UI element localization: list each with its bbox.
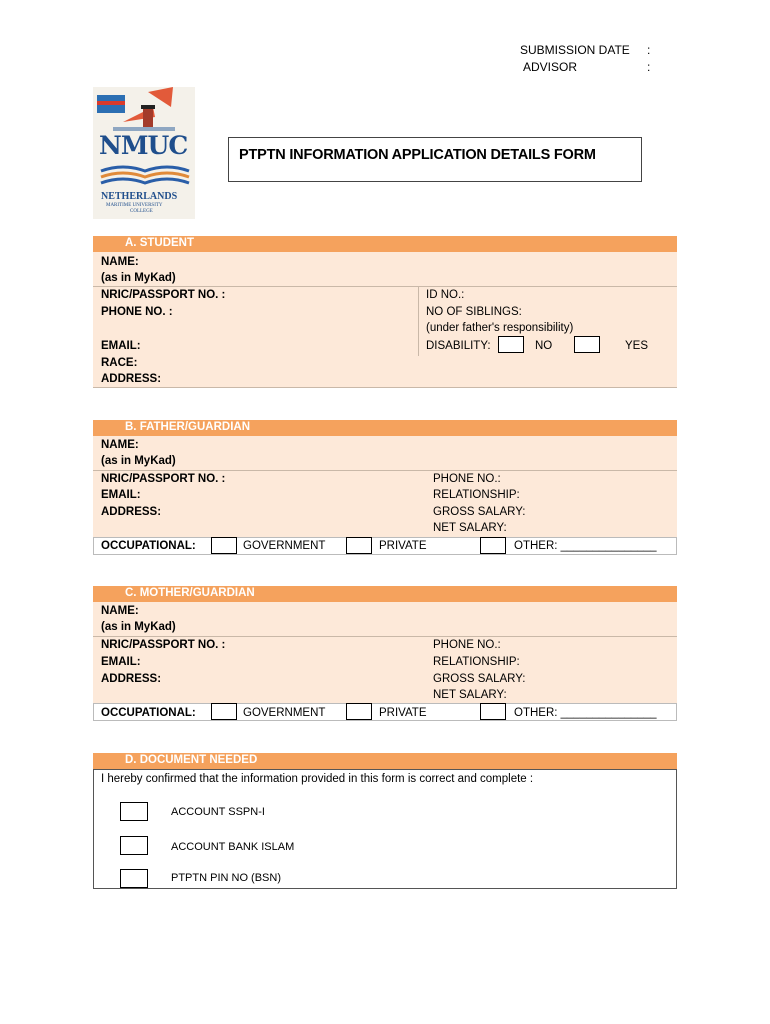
logo-acronym: NMUC [99,131,188,160]
section-d-header [93,753,677,769]
confirmation-statement: I hereby confirmed that the information provided in this form is correct and complete : [101,773,534,785]
student-phone-label: PHONE NO. : [101,306,173,318]
section-a-body [93,252,677,388]
logo-subname: MARITIME UNIVERSITY [106,203,163,208]
doc-sspn-checkbox[interactable] [120,802,148,821]
father-mykad-note: (as in MyKad) [101,455,176,467]
father-government-label: GOVERNMENT [243,540,326,552]
father-private-label: PRIVATE [379,540,427,552]
mother-phone-label: PHONE NO.: [433,639,501,651]
form-title-box [228,137,642,182]
father-net-label: NET SALARY: [433,522,507,534]
student-id-label: ID NO.: [426,289,465,301]
logo-name: NETHERLANDS [101,191,178,202]
logo-subname2: COLLEGE [130,209,153,214]
mother-private-checkbox[interactable] [346,703,372,720]
section-c-header [93,586,677,602]
student-siblings-note: (under father's responsibility) [426,322,574,334]
disability-no-label: NO [535,340,553,352]
doc-ptptn-pin-label: PTPTN PIN NO (BSN) [171,872,282,884]
doc-bank-islam-checkbox[interactable] [120,836,148,855]
father-address-label: ADDRESS: [101,506,162,518]
mother-nric-label: NRIC/PASSPORT NO. : [101,639,226,651]
section-a-column-divider [418,286,419,356]
mother-government-checkbox[interactable] [211,703,237,720]
section-b-heading: B. FATHER/GUARDIAN [125,421,251,433]
disability-no-checkbox[interactable] [498,336,524,353]
father-name-label: NAME: [101,439,139,451]
student-address-label: ADDRESS: [101,373,162,385]
mother-other-label: OTHER: _______________ [514,707,657,719]
student-siblings-label: NO OF SIBLINGS: [426,306,522,318]
mother-relationship-label: RELATIONSHIP: [433,656,520,668]
father-private-checkbox[interactable] [346,537,372,554]
mother-name-label: NAME: [101,605,139,617]
section-c-heading: C. MOTHER/GUARDIAN [125,587,255,599]
student-email-label: EMAIL: [101,340,141,352]
mother-mykad-note: (as in MyKad) [101,621,176,633]
mother-government-label: GOVERNMENT [243,707,326,719]
disability-yes-checkbox[interactable] [574,336,600,353]
father-government-checkbox[interactable] [211,537,237,554]
mother-private-label: PRIVATE [379,707,427,719]
mother-address-label: ADDRESS: [101,673,162,685]
father-other-checkbox[interactable] [480,537,506,554]
mother-gross-label: GROSS SALARY: [433,673,526,685]
student-race-label: RACE: [101,357,138,369]
student-nric-label: NRIC/PASSPORT NO. : [101,289,226,301]
section-d-heading: D. DOCUMENT NEEDED [125,754,258,766]
section-b-header [93,420,677,436]
father-email-label: EMAIL: [101,489,141,501]
nmuc-logo [93,87,195,219]
section-a-heading: A. STUDENT [125,237,194,249]
section-a-header [93,236,677,252]
doc-ptptn-pin-checkbox[interactable] [120,869,148,888]
advisor-label: ADVISOR [523,60,578,74]
father-gross-label: GROSS SALARY: [433,506,526,518]
mother-email-label: EMAIL: [101,656,141,668]
doc-bank-islam-label: ACCOUNT BANK ISLAM [171,841,295,853]
mother-occupational-label: OCCUPATIONAL: [101,707,196,719]
disability-yes-label: YES [625,340,649,352]
form-title: PTPTN INFORMATION APPLICATION DETAILS FORM [239,147,596,163]
submission-date-colon: : [647,43,651,57]
father-phone-label: PHONE NO.: [433,473,501,485]
mother-other-checkbox[interactable] [480,703,506,720]
mother-net-label: NET SALARY: [433,689,507,701]
student-mykad-note: (as in MyKad) [101,272,176,284]
father-nric-label: NRIC/PASSPORT NO. : [101,473,226,485]
advisor-colon: : [647,60,651,74]
father-occupational-label: OCCUPATIONAL: [101,540,196,552]
doc-sspn-label: ACCOUNT SSPN-I [171,806,265,818]
student-disability-label: DISABILITY: [426,340,491,352]
student-name-label: NAME: [101,256,139,268]
father-relationship-label: RELATIONSHIP: [433,489,520,501]
submission-date-label: SUBMISSION DATE [520,43,630,57]
father-other-label: OTHER: _______________ [514,540,657,552]
